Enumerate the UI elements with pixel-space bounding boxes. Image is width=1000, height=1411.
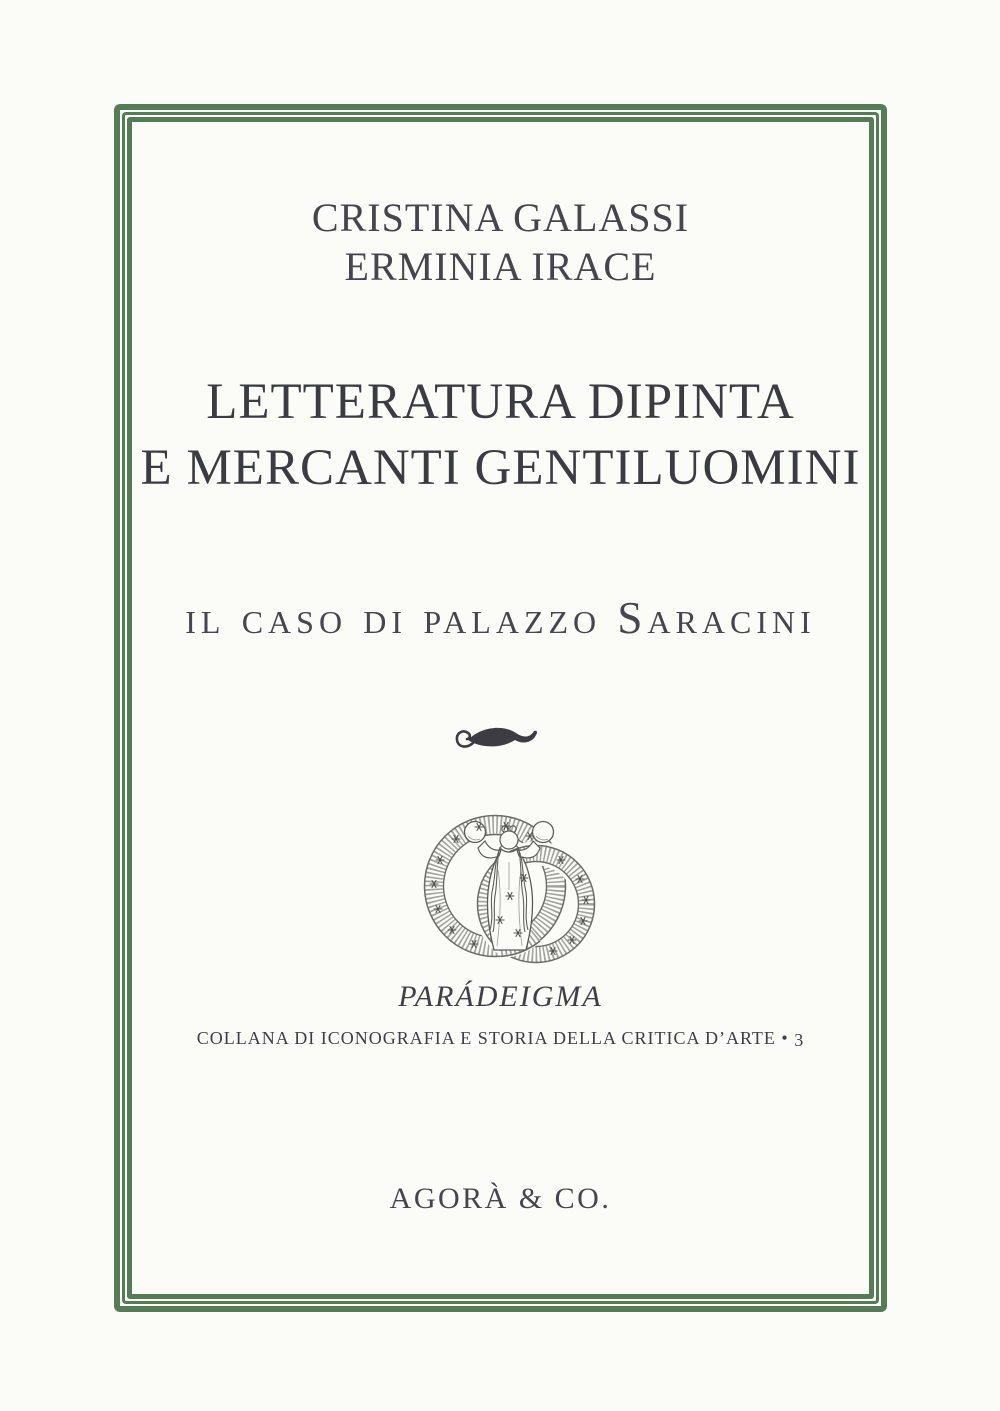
decorative-frame-outer bbox=[114, 104, 887, 1312]
series-subtitle: COLLANA DI ICONOGRAFIA E STORIA DELLA CRITICA D’ARTE bbox=[196, 1028, 776, 1048]
series-name: PARÁDEIGMA bbox=[398, 980, 603, 1013]
author-name: ERMINIA IRACE bbox=[344, 244, 657, 289]
decorative-frame-inner bbox=[127, 117, 874, 1299]
publisher-name: AGORÀ & CO. bbox=[389, 1182, 612, 1215]
book-subtitle: il caso di palazzo Saracini bbox=[185, 593, 816, 643]
book-title-line: LETTERATURA DIPINTA bbox=[206, 374, 795, 430]
leaf-swash-ornament bbox=[132, 717, 869, 757]
series-subtitle-line bbox=[132, 1025, 869, 1051]
author-name: CRISTINA GALASSI bbox=[311, 195, 690, 240]
author-names bbox=[132, 193, 869, 291]
muse-with-orbs-emblem bbox=[132, 800, 869, 975]
series-number: 3 bbox=[794, 1030, 805, 1050]
book-title bbox=[132, 369, 869, 501]
series-bullet: • bbox=[781, 1028, 789, 1048]
book-title-line: E MERCANTI GENTILUOMINI bbox=[140, 440, 861, 496]
decorative-frame-middle bbox=[122, 112, 879, 1304]
